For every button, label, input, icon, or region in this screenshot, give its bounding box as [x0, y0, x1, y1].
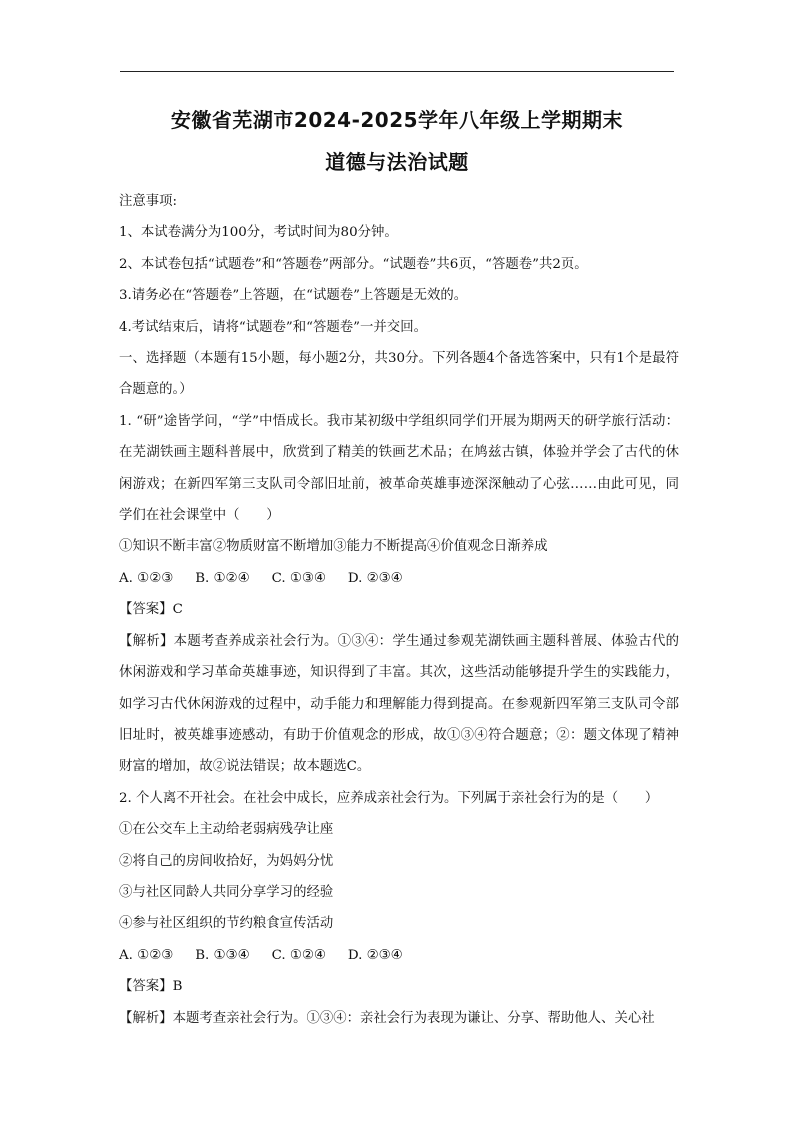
header-rule	[120, 71, 674, 72]
option-a: A. ①②③	[119, 570, 174, 586]
options-row	[119, 563, 679, 594]
analysis-paragraph	[119, 626, 679, 783]
option-d: D. ②③④	[347, 947, 403, 963]
option-a: A. ①②③	[119, 947, 174, 963]
notice-item: 2、本试卷包括“试题卷”和“答题卷”两部分。“试题卷”共6页，“答题卷”共2页。	[119, 256, 588, 272]
question-stem: 2. 个人离不开社会。在社会中成长，应养成亲社会行为。下列属于亲社会行为的是（ ）	[119, 790, 659, 806]
question-statement: ②将自己的房间收拾好，为妈妈分忧	[119, 853, 334, 869]
answer-line	[119, 971, 679, 1002]
exam-content	[119, 186, 679, 1034]
analysis-label: 【解析】	[119, 1010, 173, 1026]
option-c: C. ①③④	[271, 570, 326, 586]
question-statement: ①在公交车上主动给老弱病残孕让座	[119, 822, 334, 838]
notice-heading: 注意事项:	[119, 194, 178, 209]
notice-item: 4.考试结束后，请将“试题卷”和“答题卷”一并交回。	[119, 319, 427, 335]
notice-item: 1、本试卷满分为100分，考试时间为80分钟。	[119, 225, 398, 241]
section-heading: 一、选择题（本题有15小题，每小题2分，共30分。下列各题4个备选答案中，只有1个是最符合题意的。）	[119, 351, 679, 398]
options-row	[119, 940, 679, 971]
answer-line	[119, 594, 679, 625]
document-subtitle: 道德与法治试题	[325, 150, 469, 174]
answer-value: B	[172, 979, 183, 995]
question-stem: 1. “研”途皆学问，“学”中悟成长。我市某初级中学组织同学们开展为期两天的研学旅行活动：在芜湖铁画主题科普展中，欣赏到了精美的铁画艺术品；在鸠兹古镇，体验并学会了古代的休闲游戏；在新四军第三支队司令部旧址前，被革命英雄事迹深深触动了心弦……由此可见，同学们在社会课堂中（ ）	[119, 413, 679, 524]
option-c: C. ①②④	[271, 947, 326, 963]
option-b: B. ①③④	[195, 947, 250, 963]
answer-label: 【答案】	[119, 602, 173, 618]
answer-label: 【答案】	[119, 979, 173, 995]
question-statements: ①知识不断丰富②物质财富不断增加③能力不断提高④价值观念日渐养成	[119, 539, 548, 555]
analysis-text: 本题考查养成亲社会行为。①③④：学生通过参观芜湖铁画主题科普展、体验古代的休闲游戏和学习革命英雄事迹，知识得到了丰富。其次，这些活动能够提升学生的实践能力，如学习古代休闲游戏的过程中，动手能力和理解能力得到提高。在参观新四军第三支队司令部旧址时，被英雄事迹感动，有助于价值观念的形成，故①③④符合题意；②：题文体现了精神财富的增加，故②说法错误；故本题选C。	[119, 633, 680, 775]
document-title: 安徽省芜湖市2024-2025学年八年级上学期期末	[170, 108, 624, 132]
analysis-label: 【解析】	[119, 633, 174, 649]
question-statement: ④参与社区组织的节约粮食宣传活动	[119, 916, 334, 932]
option-b: B. ①②④	[195, 570, 250, 586]
analysis-text: 本题考查亲社会行为。①③④：亲社会行为表现为谦让、分享、帮助他人、关心社	[172, 1010, 655, 1026]
answer-value: C	[172, 602, 183, 618]
option-d: D. ②③④	[347, 570, 403, 586]
notice-item: 3.请务必在“答题卷”上答题，在“试题卷”上答题是无效的。	[119, 288, 468, 304]
question-statement: ③与社区同龄人共同分享学习的经验	[119, 884, 334, 900]
analysis-paragraph	[119, 1003, 679, 1034]
